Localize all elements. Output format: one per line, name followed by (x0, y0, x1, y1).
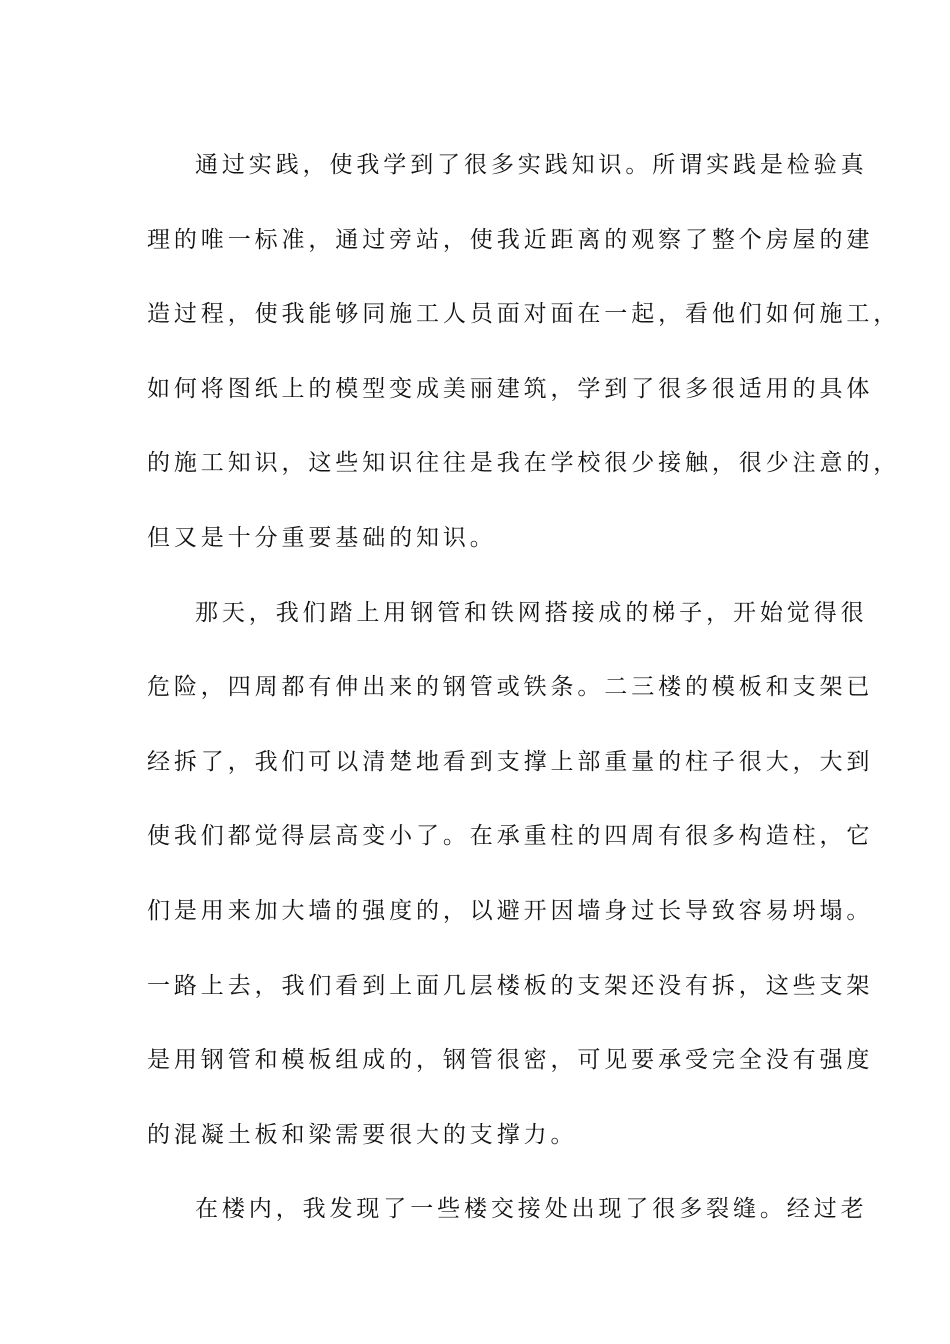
paragraph-line: 经拆了，我们可以清楚地看到支撑上部重量的柱子很大，大到 (147, 748, 874, 775)
paragraph-line: 的混凝土板和梁需要很大的支撑力。 (147, 1121, 578, 1148)
paragraph-line: 那天，我们踏上用钢管和铁网搭接成的梯子，开始觉得很 (195, 599, 868, 626)
paragraph-3 (147, 1172, 868, 1247)
document-body (147, 128, 901, 1247)
paragraph-line: 在楼内，我发现了一些楼交接处出现了很多裂缝。经过老 (195, 1196, 868, 1223)
paragraph-line: 们是用来加大墙的强度的，以避开因墙身过长导致容易坍塌。 (147, 897, 874, 924)
paragraph-line: 使我们都觉得层高变小了。在承重柱的四周有很多构造柱，它 (147, 823, 874, 850)
paragraph-line: 如何将图纸上的模型变成美丽建筑，学到了很多很适用的具体 (147, 375, 874, 402)
paragraph-line: 是用钢管和模板组成的，钢管很密，可见要承受完全没有强度 (147, 1047, 874, 1074)
paragraph-line: 理的唯一标准，通过旁站，使我近距离的观察了整个房屋的建 (147, 226, 874, 253)
paragraph-line: 通过实践，使我学到了很多实践知识。所谓实践是检验真 (195, 152, 868, 178)
paragraph-line: 但又是十分重要基础的知识。 (147, 524, 497, 551)
paragraph-line: 一路上去，我们看到上面几层楼板的支架还没有拆，这些支架 (147, 972, 874, 999)
paragraph-1 (147, 128, 901, 576)
paragraph-line: 造过程，使我能够同施工人员面对面在一起，看他们如何施工， (147, 301, 901, 328)
paragraph-2 (147, 576, 874, 1173)
paragraph-line: 的施工知识，这些知识往往是我在学校很少接触，很少注意的， (147, 450, 901, 477)
paragraph-line: 危险，四周都有伸出来的钢管或铁条。二三楼的模板和支架已 (147, 674, 874, 701)
